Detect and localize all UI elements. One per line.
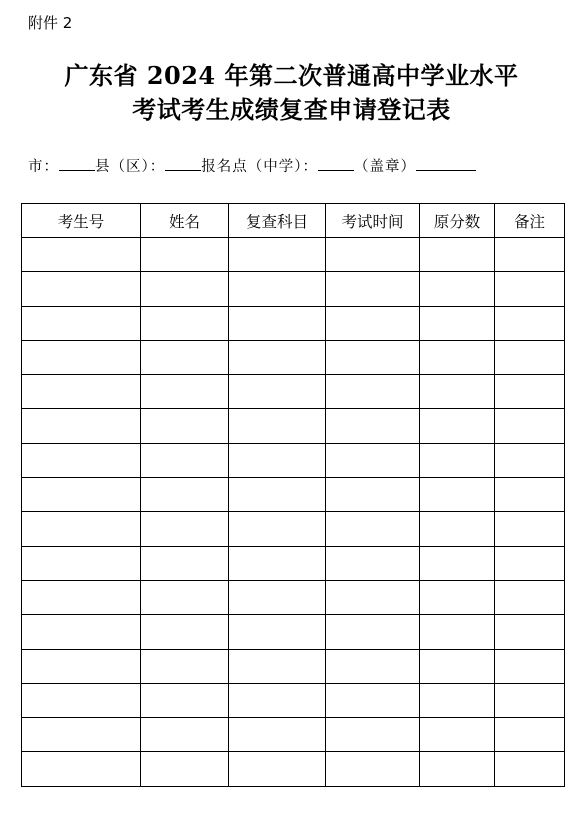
- table-cell: [22, 443, 141, 477]
- table-cell: [141, 683, 229, 717]
- header-remarks: 备注: [495, 204, 565, 238]
- table-cell: [420, 580, 495, 614]
- table-cell: [495, 375, 565, 409]
- table-cell: [229, 580, 326, 614]
- table-cell: [420, 752, 495, 786]
- table-cell: [229, 409, 326, 443]
- table-row: [22, 752, 565, 786]
- table-cell: [229, 649, 326, 683]
- table-row: [22, 272, 565, 306]
- table-cell: [22, 546, 141, 580]
- table-cell: [141, 478, 229, 512]
- table-cell: [141, 375, 229, 409]
- table-cell: [326, 443, 420, 477]
- table-header-row: [22, 204, 565, 238]
- table-cell: [420, 683, 495, 717]
- table-cell: [22, 272, 141, 306]
- table-cell: [141, 580, 229, 614]
- table-cell: [229, 306, 326, 340]
- table-row: [22, 409, 565, 443]
- table-cell: [495, 340, 565, 374]
- table-cell: [326, 546, 420, 580]
- table-row: [22, 375, 565, 409]
- table-cell: [229, 615, 326, 649]
- table-row: [22, 443, 565, 477]
- table-cell: [229, 512, 326, 546]
- table-cell: [22, 683, 141, 717]
- table-cell: [22, 649, 141, 683]
- county-blank: [165, 158, 201, 171]
- header-review-subject: 复查科目: [229, 204, 326, 238]
- header-original-score: 原分数: [420, 204, 495, 238]
- table-cell: [22, 409, 141, 443]
- table-row: [22, 718, 565, 752]
- table-cell: [22, 580, 141, 614]
- table-cell: [141, 306, 229, 340]
- table-row: [22, 238, 565, 272]
- table-row: [22, 512, 565, 546]
- table-cell: [420, 340, 495, 374]
- table-cell: [229, 238, 326, 272]
- table-cell: [22, 752, 141, 786]
- document-title-line-1: 广东省 2024 年第二次普通高中学业水平: [64, 61, 519, 90]
- city-blank: [59, 158, 95, 171]
- table-cell: [22, 478, 141, 512]
- table-row: [22, 340, 565, 374]
- table-cell: [495, 752, 565, 786]
- document-title-line-2: 考试考生成绩复查申请登记表: [132, 95, 451, 124]
- table-cell: [420, 443, 495, 477]
- table-cell: [420, 375, 495, 409]
- table-cell: [326, 375, 420, 409]
- table-cell: [22, 340, 141, 374]
- report-point-label: 报名点（中学）：: [201, 159, 318, 175]
- table-cell: [495, 443, 565, 477]
- header-exam-time: 考试时间: [326, 204, 420, 238]
- table-cell: [229, 718, 326, 752]
- table-cell: [420, 409, 495, 443]
- table-row: [22, 306, 565, 340]
- table-cell: [22, 375, 141, 409]
- table-cell: [495, 580, 565, 614]
- table-cell: [141, 718, 229, 752]
- table-row: [22, 649, 565, 683]
- table-cell: [420, 478, 495, 512]
- table-cell: [326, 615, 420, 649]
- table-cell: [22, 615, 141, 649]
- table-row: [22, 580, 565, 614]
- table-cell: [495, 238, 565, 272]
- table-cell: [326, 306, 420, 340]
- table-cell: [141, 272, 229, 306]
- table-cell: [326, 718, 420, 752]
- table-cell: [495, 615, 565, 649]
- table-cell: [326, 752, 420, 786]
- stamp-blank: [416, 158, 476, 171]
- county-label: 县（区）：: [95, 159, 166, 175]
- table-cell: [326, 340, 420, 374]
- table-cell: [141, 649, 229, 683]
- table-cell: [495, 718, 565, 752]
- table-cell: [420, 718, 495, 752]
- table-cell: [326, 409, 420, 443]
- table-cell: [141, 512, 229, 546]
- table-cell: [229, 752, 326, 786]
- header-exam-number: 考生号: [22, 204, 141, 238]
- report-point-blank: [318, 158, 354, 171]
- table-cell: [420, 512, 495, 546]
- info-line: [28, 155, 476, 176]
- table-cell: [495, 409, 565, 443]
- table-cell: [495, 306, 565, 340]
- table-cell: [229, 683, 326, 717]
- table-row: [22, 478, 565, 512]
- table-cell: [141, 615, 229, 649]
- table-cell: [420, 546, 495, 580]
- table-cell: [495, 512, 565, 546]
- table-row: [22, 546, 565, 580]
- table-cell: [326, 649, 420, 683]
- registration-table: [21, 203, 565, 787]
- table-cell: [141, 546, 229, 580]
- table-cell: [141, 238, 229, 272]
- table-cell: [326, 683, 420, 717]
- table-cell: [326, 580, 420, 614]
- table-cell: [22, 306, 141, 340]
- table-cell: [420, 272, 495, 306]
- table-cell: [326, 272, 420, 306]
- table-cell: [229, 443, 326, 477]
- table-row: [22, 615, 565, 649]
- table-cell: [141, 752, 229, 786]
- header-name: 姓名: [141, 204, 229, 238]
- table-cell: [420, 649, 495, 683]
- table-cell: [326, 478, 420, 512]
- table-row: [22, 683, 565, 717]
- stamp-label: （盖章）: [354, 159, 416, 175]
- table-cell: [495, 649, 565, 683]
- table-cell: [495, 683, 565, 717]
- table-cell: [229, 375, 326, 409]
- table-cell: [495, 272, 565, 306]
- table-cell: [229, 272, 326, 306]
- table-cell: [141, 443, 229, 477]
- table-cell: [141, 409, 229, 443]
- table-cell: [229, 478, 326, 512]
- table-cell: [229, 340, 326, 374]
- city-label: 市：: [28, 159, 59, 175]
- table-cell: [420, 615, 495, 649]
- table-cell: [229, 546, 326, 580]
- table-cell: [495, 478, 565, 512]
- table-cell: [495, 546, 565, 580]
- table-cell: [22, 718, 141, 752]
- table-cell: [22, 512, 141, 546]
- table-cell: [141, 340, 229, 374]
- table-cell: [22, 238, 141, 272]
- table-cell: [420, 306, 495, 340]
- table-cell: [326, 238, 420, 272]
- attachment-label: 附件 2: [28, 14, 73, 32]
- table-body: [22, 238, 565, 787]
- table-cell: [420, 238, 495, 272]
- table-cell: [326, 512, 420, 546]
